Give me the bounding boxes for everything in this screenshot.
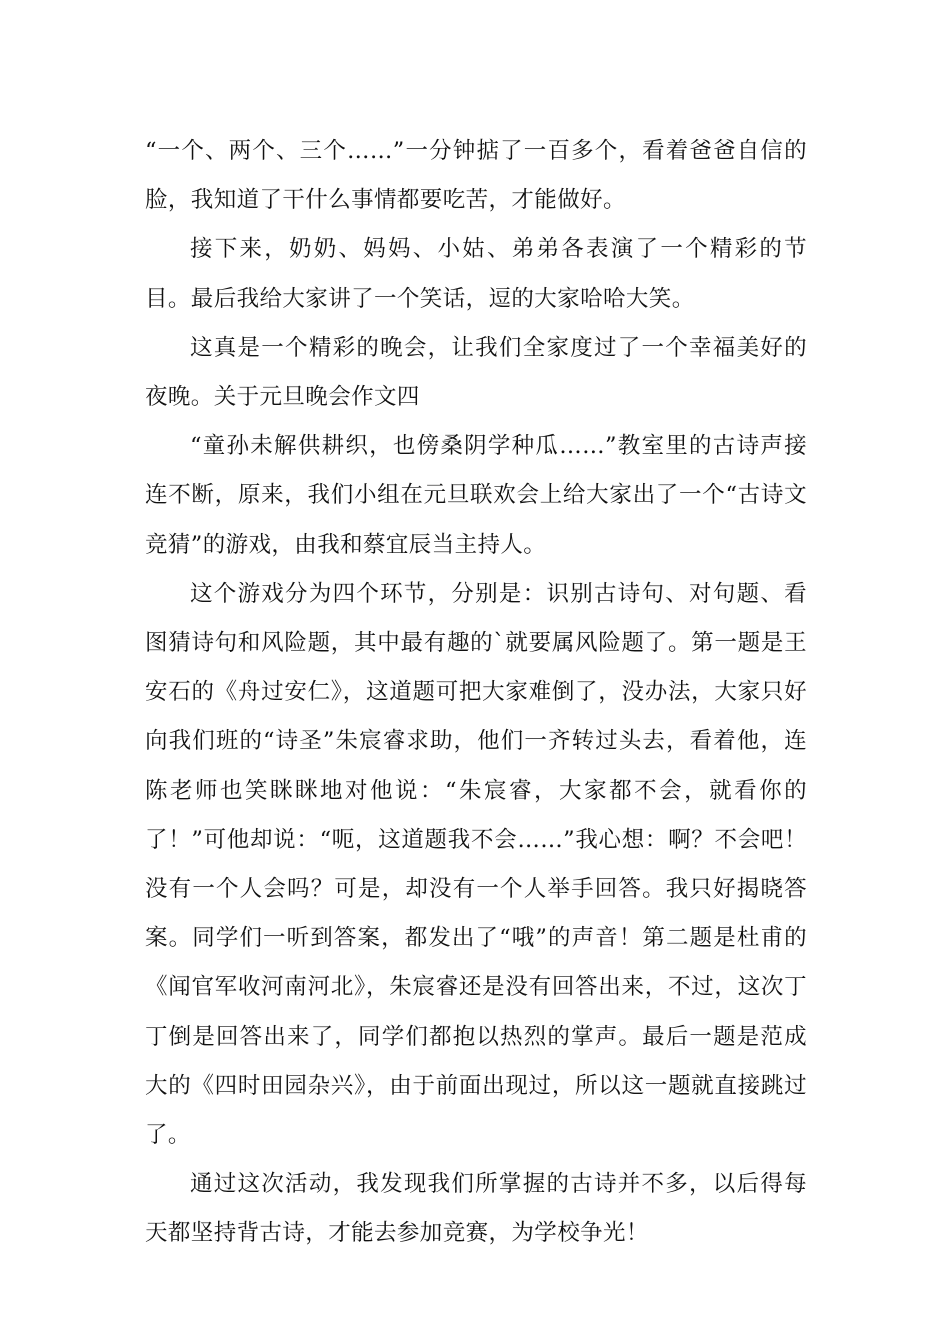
paragraph-6: 通过这次活动，我发现我们所掌握的古诗并不多，以后得每天都坚持背古诗，才能去参加竞赛，为学校争光！ [145, 1171, 807, 1247]
paragraph-5: 这个游戏分为四个环节，分别是：识别古诗句、对句题、看图猜诗句和风险题，其中最有趣的`就要属风险题了。第一题是王安石的《舟过安仁》，这道题可把大家难倒了，没办法，大家只好向我们班的“诗圣”朱宸睿求助，他们一齐转过头去，看着他，连陈老师也笑眯眯地对他说：“朱宸睿，大家都不会，就看你的了！”可他却说：“呃，这道题我不会……”我心想：啊？不会吧！没有一个人会吗？可是，却没有一个人举手回答。我只好揭晓答案。同学们一听到答案，都发出了“哦”的声音！第二题是杜甫的《闻官军收河南河北》，朱宸睿还是没有回答出来，不过，这次丁丁倒是回答出来了，同学们都抱以热烈的掌声。最后一题是范成大的《四时田园杂兴》，由于前面出现过，所以这一题就直接跳过了。 [145, 580, 807, 1149]
paragraph-2: 接下来，奶奶、妈妈、小姑、弟弟各表演了一个精彩的节目。最后我给大家讲了一个笑话，逗的大家哈哈大笑。 [145, 236, 807, 312]
paragraph-1: “一个、两个、三个……”一分钟掂了一百多个，看着爸爸自信的脸，我知道了干什么事情都要吃苦，才能做好。 [145, 138, 807, 214]
paragraph-4: “童孙未解供耕织，也傍桑阴学种瓜……”教室里的古诗声接连不断，原来，我们小组在元旦联欢会上给大家出了一个“古诗文竞猜”的游戏，由我和蔡宜辰当主持人。 [145, 433, 807, 558]
paragraph-3: 这真是一个精彩的晚会，让我们全家度过了一个幸福美好的夜晚。关于元旦晚会作文四 [145, 334, 807, 411]
document-body [145, 127, 807, 1259]
